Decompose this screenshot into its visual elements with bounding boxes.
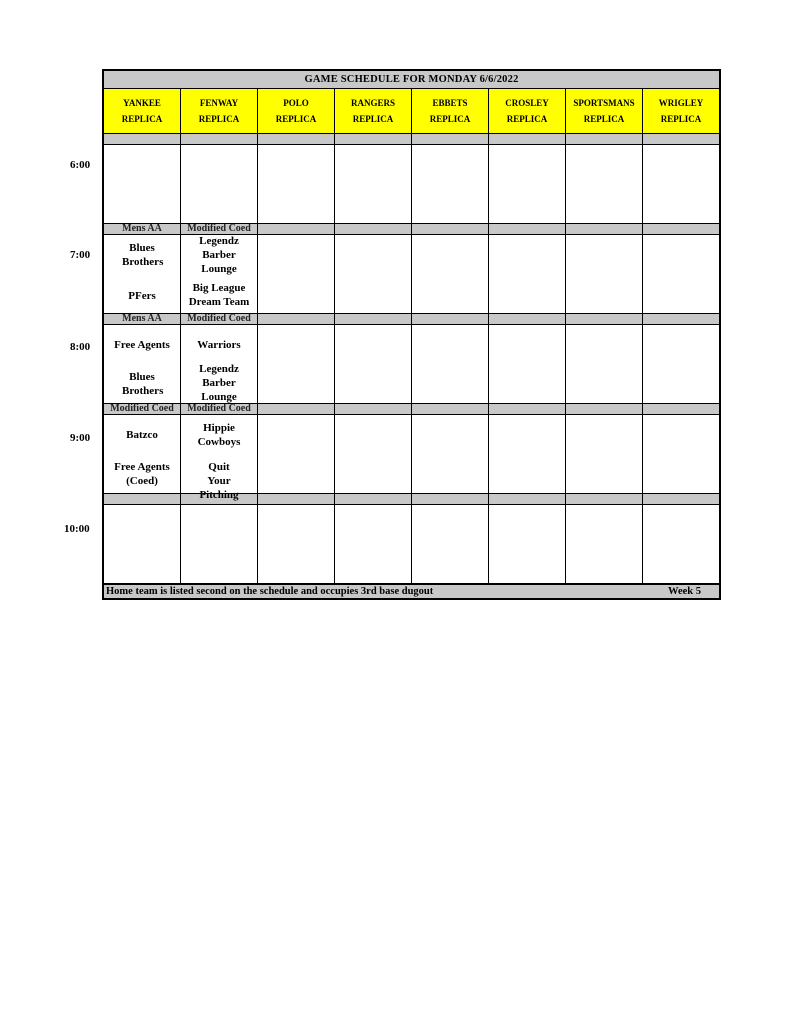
field-name: EBBETS [432, 98, 468, 108]
game-cell [335, 505, 412, 583]
team-name: Batzco [126, 429, 158, 441]
field-type: REPLICA [660, 114, 702, 124]
team-name: Big League Dream Team [188, 282, 250, 308]
game-cell [489, 505, 566, 583]
time-label-10: 10:00 [64, 523, 90, 535]
game-cell-yankee-8 [104, 325, 181, 403]
field-header-yankee [104, 89, 181, 133]
team-name: PFers [128, 290, 156, 302]
field-name: YANKEE [123, 98, 161, 108]
league-label: Modified Coed [181, 314, 258, 324]
time-slot-row-8 [104, 325, 719, 404]
league-separator-6 [104, 134, 719, 145]
time-slot-row-10 [104, 505, 719, 585]
game-cell [566, 505, 643, 583]
game-cell [489, 145, 566, 223]
time-slot-row-7 [104, 235, 719, 314]
team-name: Hippie Cowboys [197, 422, 241, 448]
field-header-wrigley [643, 89, 719, 133]
field-type: REPLICA [198, 114, 240, 124]
field-header-row [104, 89, 719, 134]
field-name: POLO [283, 98, 309, 108]
field-type: REPLICA [429, 114, 471, 124]
game-cell [643, 145, 719, 223]
team-name: Free Agents (Coed) [114, 461, 170, 487]
field-header-fenway [181, 89, 258, 133]
game-cell [335, 145, 412, 223]
field-name: FENWAY [199, 98, 239, 108]
team-name: Quit Your Pitching [199, 461, 239, 501]
game-cell-fenway-9 [181, 415, 258, 501]
schedule-footer [104, 585, 719, 598]
game-cell [643, 505, 719, 583]
team-name: Blues Brothers [122, 242, 164, 268]
league-separator-9 [104, 404, 719, 415]
field-name: WRIGLEY [658, 98, 704, 108]
game-cell-fenway-8 [181, 325, 258, 403]
game-cell [181, 145, 258, 223]
league-label: Modified Coed [181, 224, 258, 234]
field-name: SPORTSMANS [573, 98, 635, 108]
game-cell [412, 145, 489, 223]
game-cell [104, 145, 181, 223]
week-label: Week 5 [668, 586, 701, 597]
field-type: REPLICA [583, 114, 625, 124]
schedule-table [102, 69, 721, 600]
schedule-title: GAME SCHEDULE FOR MONDAY 6/6/2022 [104, 71, 719, 89]
game-cell [258, 505, 335, 583]
time-slot-row-9 [104, 415, 719, 501]
game-cell-yankee-7 [104, 235, 181, 313]
league-separator-8 [104, 314, 719, 325]
game-cell [566, 145, 643, 223]
team-name: Legendz Barber Lounge [199, 235, 239, 275]
time-label-7: 7:00 [70, 249, 91, 261]
field-header-rangers [335, 89, 412, 133]
league-label: Modified Coed [181, 404, 258, 414]
field-header-sportsmans [566, 89, 643, 133]
field-type: REPLICA [121, 114, 163, 124]
game-cell [181, 505, 258, 583]
field-type: REPLICA [506, 114, 548, 124]
field-name: CROSLEY [505, 98, 549, 108]
field-name: RANGERS [350, 98, 395, 108]
field-header-ebbets [412, 89, 489, 133]
game-cell-fenway-7 [181, 235, 258, 313]
team-name: Legendz Barber Lounge [199, 363, 239, 403]
league-label: Mens AA [104, 314, 181, 324]
field-type: REPLICA [275, 114, 317, 124]
time-label-6: 6:00 [70, 159, 91, 171]
game-cell [412, 505, 489, 583]
time-slot-row-6 [104, 145, 719, 224]
field-type: REPLICA [352, 114, 394, 124]
game-cell [104, 505, 181, 583]
game-cell [258, 145, 335, 223]
field-header-crosley [489, 89, 566, 133]
time-label-8: 8:00 [70, 341, 91, 353]
league-label: Modified Coed [104, 404, 181, 414]
team-name: Free Agents [114, 339, 170, 351]
game-cell-yankee-9 [104, 415, 181, 493]
team-name: Blues Brothers [122, 371, 164, 397]
team-name: Warriors [197, 339, 241, 351]
league-label: Mens AA [104, 224, 181, 234]
time-label-9: 9:00 [70, 432, 91, 444]
home-team-note: Home team is listed second on the schedule and occupies 3rd base dugout [106, 586, 434, 597]
field-header-polo [258, 89, 335, 133]
